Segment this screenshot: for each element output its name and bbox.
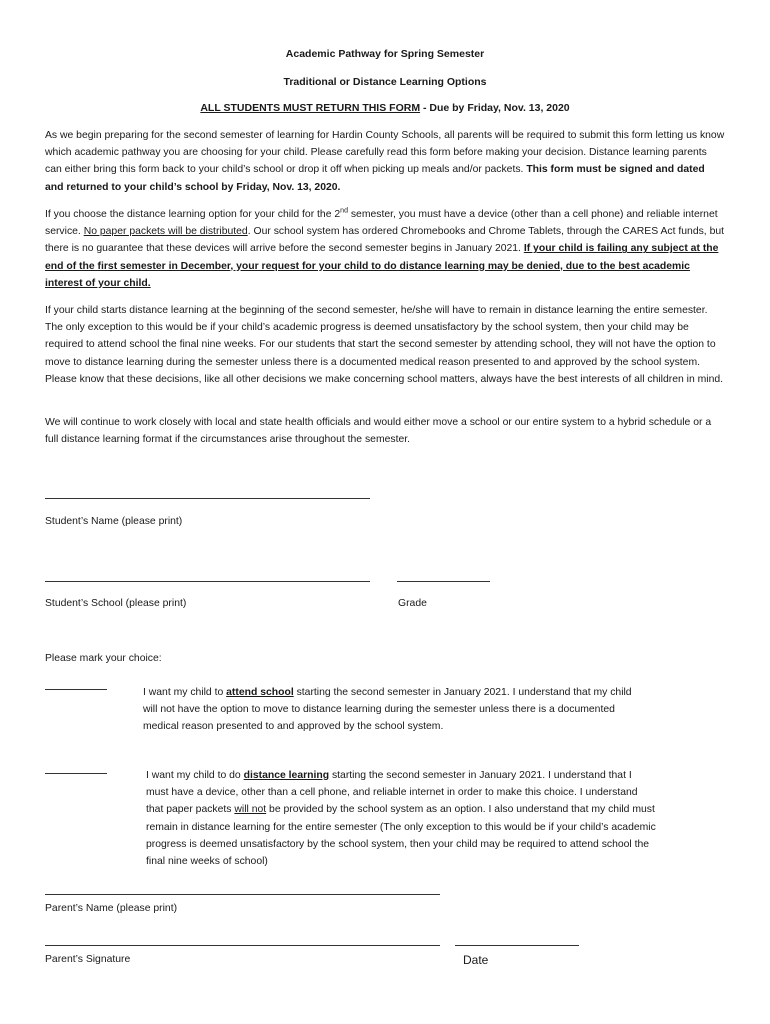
failing-subject-warning: If your child is failing any subject at the end of the first semester in December, your request for your child to do distance learning may be denied, due to the best academic interest of your child. (45, 243, 719, 289)
student-name-line[interactable] (45, 498, 370, 499)
grade-line[interactable] (397, 581, 490, 582)
student-school-label: Student’s School (please print) (45, 598, 187, 609)
distance-learning-mark-line[interactable] (45, 773, 107, 774)
distance-choice-text-c: be provided by the school system as an option. I also understand that my child must remain in distance learning for the entire semester (The only exception to this would be if your child’s academic progress is deemed unsatisfactory by the school system, then your child may be required to attend school the final nine weeks of school) (146, 804, 656, 867)
device-paragraph-text-a: If you choose the distance learning option for your child for the 2 (45, 209, 341, 220)
device-paragraph-text-c: . Our school system has ordered Chromebooks and Chrome Tablets, through the CARES Act funds, but there is no guarantee that these devices will arrive before the second semester begins in January 2021. (45, 226, 725, 255)
return-notice-underlined: ALL STUDENTS MUST RETURN THIS FORM (200, 102, 421, 114)
parent-name-line[interactable] (45, 894, 440, 895)
choice-prompt: Please mark your choice: (45, 653, 162, 664)
no-packets-notice: No paper packets will be distributed (83, 226, 248, 238)
attend-choice-text-b: starting the second semester in January 2021. I understand that my child will not have the option to move to distance learning during the semester unless there is a documented medical reason presented to and approved by the school system. (143, 687, 632, 733)
attend-school-keyword: attend school (226, 687, 294, 698)
student-school-line[interactable] (45, 581, 370, 582)
date-line[interactable] (455, 945, 579, 946)
grade-label: Grade (398, 598, 427, 609)
attend-choice-text-a: I want my child to (143, 687, 227, 698)
return-notice (0, 102, 770, 114)
health-officials-paragraph: We will continue to work closely with local and state health officials and would either move a school or our entire system to a hybrid schedule or a full distance learning format if the circumstances arise throughout the semester. (45, 417, 712, 446)
attend-school-mark-line[interactable] (45, 689, 107, 690)
attend-school-choice-text (143, 684, 643, 736)
form-title: Academic Pathway for Spring Semester (285, 48, 485, 60)
student-name-label: Student’s Name (please print) (45, 516, 183, 527)
intro-paragraph-deadline: This form must be signed and dated and returned to your child’s school by Friday, Nov. 13, 2020. (45, 164, 705, 193)
distance-choice-text-b: starting the second semester in January 2021. I understand that I must have a device, other than a cell phone, and reliable internet in order to make this choice. I understand that paper packets (146, 770, 638, 816)
intro-paragraph-text: As we begin preparing for the second semester of learning for Hardin County Schools, all parents will be required to submit this form letting us know which academic pathway you are choosing for your child. Please carefully read this form before making your decision. Distance learning parents can either bring this form back to your child’s school or drop it off when picking up meals and/or packets. (45, 130, 725, 176)
date-label: Date (463, 953, 489, 967)
intro-paragraph (45, 127, 725, 196)
distance-learning-choice-text (146, 767, 656, 867)
ordinal-superscript: nd (340, 207, 348, 215)
return-notice-due-date: - Due by Friday, Nov. 13, 2020 (420, 102, 570, 114)
distance-learning-keyword: distance learning (243, 770, 330, 781)
parent-signature-line[interactable] (45, 945, 440, 946)
parent-name-label: Parent’s Name (please print) (45, 903, 178, 914)
device-paragraph-text-b: semester, you must have a device (other than a cell phone) and reliable internet service. (45, 209, 718, 238)
form-subtitle: Traditional or Distance Learning Options (283, 76, 487, 88)
distance-choice-text-a: I want my child to do (146, 770, 244, 781)
parent-signature-label: Parent’s Signature (45, 954, 131, 965)
remain-paragraph: If your child starts distance learning at the beginning of the second semester, he/she will have to remain in distance learning the entire semester. The only exception to this would be if your child’s academic progress is deemed unsatisfactory by the school system, then your child may be required to attend school the final nine weeks. For our students that start the second semester by attending school, they will not have the option to move to distance learning during the semester unless there is a documented medical reason presented to and approved by the school system. Please know that these decisions, like all other decisions we make concerning school matters, always have the best interests of all children in mind. (45, 305, 724, 385)
will-not-emphasis: will not (234, 804, 267, 816)
device-paragraph (45, 206, 725, 292)
